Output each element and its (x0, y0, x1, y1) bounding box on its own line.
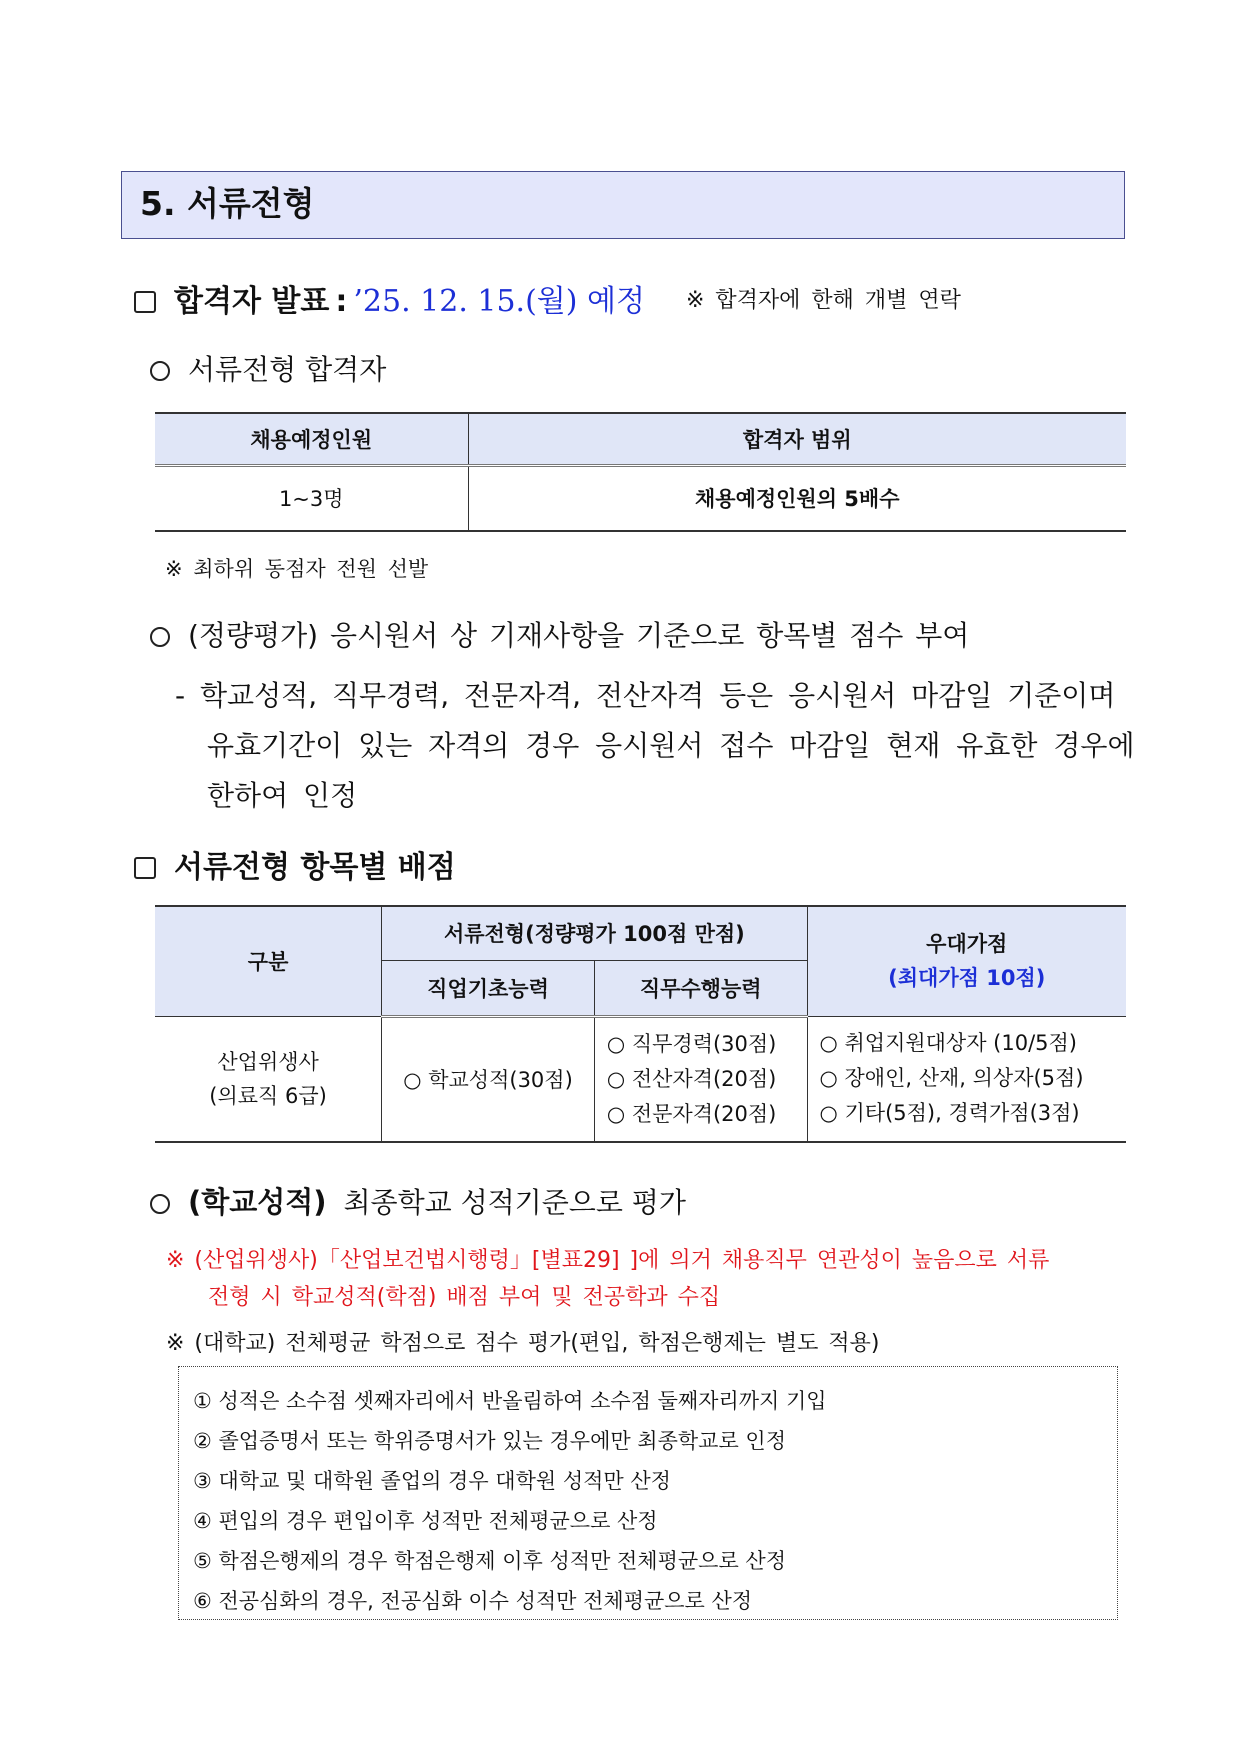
table2-job-item: ○ 전문자격(20점) (606, 1101, 777, 1126)
table2-row-title-2: (의료직 6급) (209, 1083, 327, 1108)
table2-header-bonus-title: 우대가점 (926, 932, 1008, 957)
section-title: 5. 서류전형 (121, 171, 1125, 239)
pass-heading: 서류전형 합격자 (188, 353, 387, 386)
table2-row-title (155, 1016, 382, 1142)
table2-bonus-item: ○ 기타(5점), 경력가점(3점) (819, 1101, 1080, 1126)
school-rule: ① 성적은 소수점 셋째자리에서 반올림하여 소수점 둘째자리까지 기입 (193, 1389, 827, 1413)
table2-job-item: ○ 전산자격(20점) (606, 1066, 777, 1091)
quant-detail-3: 한하여 인정 (207, 779, 358, 812)
circle-bullet-icon (150, 627, 170, 647)
circle-bullet-icon (150, 1194, 170, 1214)
pass-heading-line (150, 348, 386, 388)
school-heading-rest: 최종학교 성적기준으로 평가 (343, 1186, 686, 1219)
school-red-line-2: 전형 시 학교성적(학점) 배점 부여 및 전공학과 수집 (208, 1285, 721, 1310)
table2-bonus-item: ○ 장애인, 산재, 의상자(5점) (819, 1066, 1084, 1091)
table2-header-bonus-sub: (최대가점 10점) (888, 966, 1046, 991)
school-rule: ④ 편입의 경우 편입이후 성적만 전체평균으로 산정 (193, 1509, 658, 1533)
announce-label: 합격자 발표 (174, 284, 330, 319)
school-note: ※ (대학교) 전체평균 학점으로 점수 평가(편입, 학점은행제는 별도 적용) (166, 1331, 880, 1356)
quant-heading-line (150, 614, 969, 654)
table2-row-title-1: 산업위생사 (217, 1049, 319, 1074)
pass-range-table (155, 412, 1126, 532)
school-rule: ⑥ 전공심화의 경우, 전공심화 이수 성적만 전체평균으로 산정 (193, 1589, 753, 1613)
table2-bonus-item: ○ 취업지원대상자 (10/5점) (819, 1031, 1078, 1056)
table2-basic-items (382, 1016, 595, 1142)
announce-colon: : (335, 284, 348, 319)
table2-header-category: 구분 (155, 906, 382, 1016)
table1-header-planned: 채용예정인원 (155, 413, 468, 465)
school-rule: ⑤ 학점은행제의 경우 학점은행제 이후 성적만 전체평균으로 산정 (193, 1549, 786, 1573)
quant-detail-1: - 학교성적, 직무경력, 전문자격, 전산자격 등은 응시원서 마감일 기준이며 (175, 679, 1116, 712)
table1-header-range: 합격자 범위 (468, 413, 1126, 465)
table2-header-basic: 직업기초능력 (382, 960, 595, 1016)
square-bullet-icon (134, 291, 156, 313)
school-rule: ③ 대학교 및 대학원 졸업의 경우 대학원 성적만 산정 (193, 1469, 671, 1493)
square-bullet-icon (134, 857, 156, 879)
announce-date: ’25. 12. 15.(월) 예정 (353, 284, 645, 319)
circle-bullet-icon (150, 361, 170, 381)
table2-basic-item: ○ 학교성적(30점) (403, 1068, 573, 1093)
school-rule: ② 졸업증명서 또는 학위증명서가 있는 경우에만 최종학교로 인정 (193, 1429, 786, 1453)
table2-header-job: 직무수행능력 (594, 960, 807, 1016)
announce-note: ※ 합격자에 한해 개별 연락 (686, 288, 961, 313)
table1-cell-range: 채용예정인원의 5배수 (695, 487, 900, 512)
school-rules-box (178, 1366, 1118, 1620)
school-red-line-1: ※ (산업위생사)「산업보건법시행령」[별표29] ]에 의거 채용직무 연관성이 높음으로 서류 (166, 1248, 1050, 1273)
table2-job-items (594, 1016, 807, 1142)
table2-header-doc: 서류전형(정량평가 100점 만점) (382, 906, 807, 960)
score-table (155, 905, 1126, 1143)
quant-heading: (정량평가) 응시원서 상 기재사항을 기준으로 항목별 점수 부여 (188, 619, 970, 652)
quant-detail-2: 유효기간이 있는 자격의 경우 응시원서 접수 마감일 현재 유효한 경우에 (207, 729, 1135, 762)
table1-note: ※ 최하위 동점자 전원 선발 (165, 557, 429, 581)
score-heading-line (134, 842, 456, 886)
table2-header-bonus (807, 906, 1126, 1016)
table1-cell-planned: 1∼3명 (155, 465, 468, 531)
table2-bonus-items (807, 1016, 1126, 1142)
table2-job-item: ○ 직무경력(30점) (606, 1031, 777, 1056)
announce-line (134, 276, 645, 320)
score-heading: 서류전형 항목별 배점 (174, 850, 456, 885)
school-heading-bold: (학교성적) (188, 1185, 327, 1219)
school-heading-line (150, 1180, 686, 1221)
